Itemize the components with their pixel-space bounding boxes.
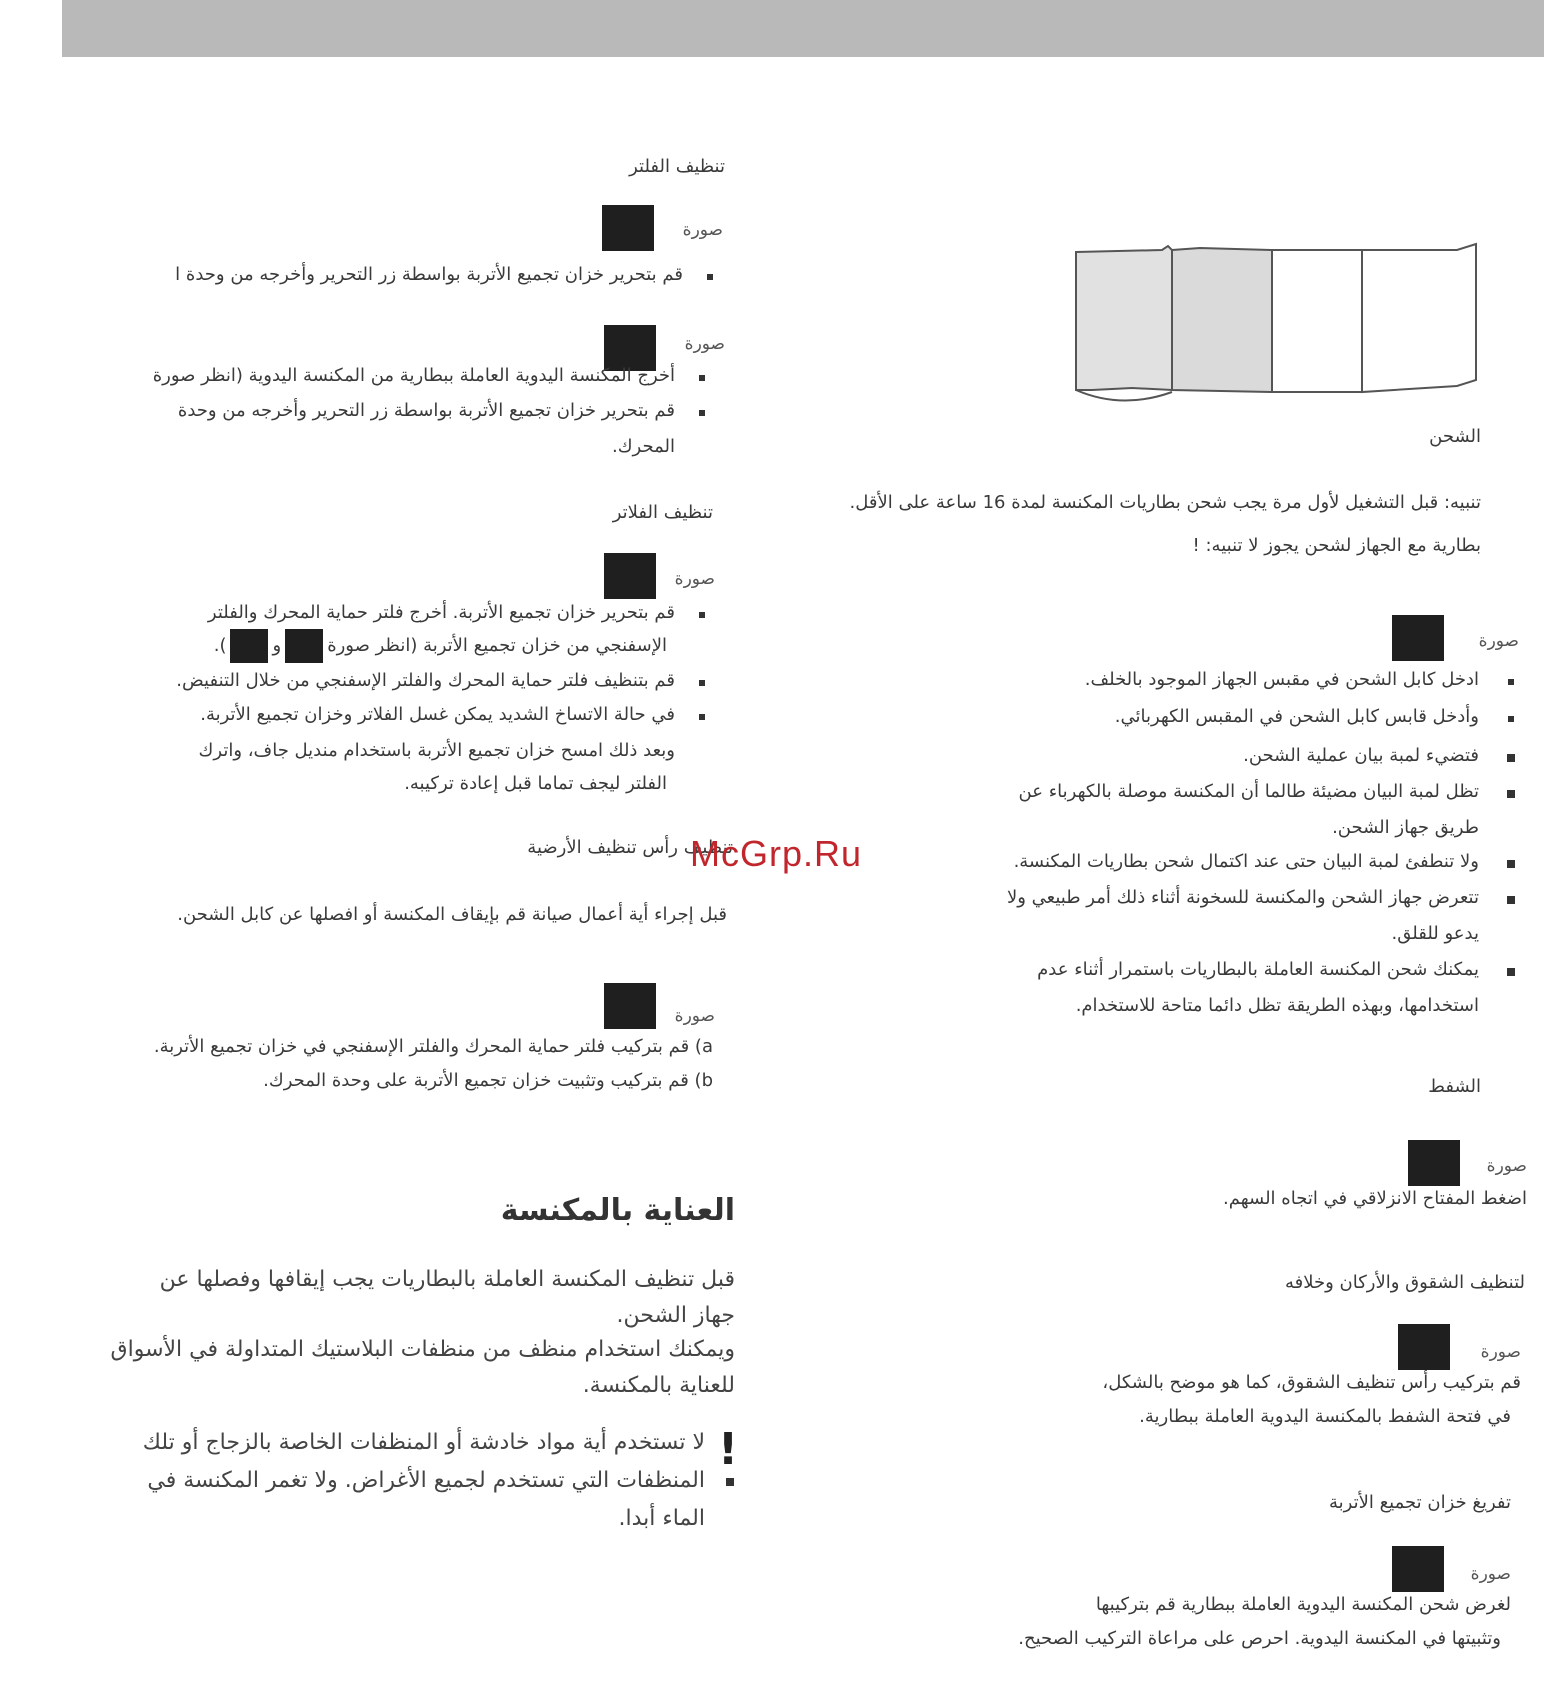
instruction-line: طريق جهاز الشحن. (1332, 817, 1479, 838)
instruction-line: المحرك. (612, 436, 675, 457)
bullet (1508, 679, 1514, 685)
text-fragment: ). (213, 635, 227, 656)
care-paragraph: جهاز الشحن. (616, 1303, 735, 1328)
instruction-line: قم بتحرير خزان تجميع الأتربة. أخرج فلتر حماية المحرك والفلتر (207, 602, 675, 623)
care-paragraph: ويمكنك استخدام منظف من منظفات البلاستيك المتداولة في الأسواق (110, 1337, 735, 1362)
section-heading-suction: الشفط (1428, 1076, 1481, 1097)
care-paragraph: للعناية بالمكنسة. (582, 1373, 735, 1398)
bullet (699, 375, 705, 381)
section-heading-charging: الشحن (1429, 426, 1481, 447)
warning-line: لا تستخدم أية مواد خادشة أو المنظفات الخاصة بالزجاج أو تلك (142, 1430, 705, 1455)
bullet (1507, 968, 1515, 976)
instruction-line: في حالة الاتساخ الشديد يمكن غسل الفلاتر وخزان تجميع الأتربة. (200, 704, 675, 725)
charger-illustration (1072, 240, 1482, 410)
bullet (699, 714, 705, 720)
text-fragment: و (272, 635, 282, 656)
instruction-line: تظل لمبة البيان مضيئة طالما أن المكنسة موصلة بالكهرباء عن (1018, 781, 1479, 802)
header-bar (62, 0, 1544, 57)
text-fragment: الإسفنجي من خزان تجميع الأتربة (انظر صورة (327, 635, 667, 656)
instruction-line: الفلتر ليجف تماما قبل إعادة تركيبه. (404, 773, 667, 794)
section-heading-empty: تفريغ خزان تجميع الأتربة (1329, 1492, 1511, 1513)
warning-icon: ! (718, 1424, 739, 1475)
instruction-line: وبعد ذلك امسح خزان تجميع الأتربة باستخدام منديل جاف، واترك (198, 740, 675, 761)
bullet (1507, 754, 1515, 762)
bullet (726, 1478, 734, 1486)
figure-label: صورة (1470, 1564, 1511, 1584)
figure-number-box (1408, 1140, 1460, 1186)
instruction-line: b) قم بتركيب وتثبيت خزان تجميع الأتربة على وحدة المحرك. (263, 1070, 713, 1091)
instruction-line: أخرج المكنسة اليدوية العاملة ببطارية من المكنسة اليدوية (انظر صورة (152, 365, 675, 386)
warning-line: الماء أبدا. (618, 1506, 705, 1531)
figure-label: صورة (682, 220, 723, 240)
figure-number-box (1398, 1324, 1450, 1370)
figure-number-box (604, 553, 656, 599)
note-line: بطارية مع الجهاز لشحن يجوز لا تنبيه: ! (1192, 535, 1481, 556)
instruction-line: تتعرض جهاز الشحن والمكنسة للسخونة أثناء ذلك أمر طبيعي ولا (1007, 887, 1479, 908)
instruction-line: قم بتحرير خزان تجميع الأتربة بواسطة زر التحرير وأخرجه من وحدة ا (175, 264, 683, 285)
figure-label: صورة (1480, 1342, 1521, 1362)
figure-number-box (1392, 615, 1444, 661)
instruction-line: استخدامها، وبهذه الطريقة تظل دائما متاحة للاستخدام. (1075, 995, 1479, 1016)
instruction-line (214, 637, 667, 663)
bullet (1508, 716, 1514, 722)
figure-label: صورة (684, 334, 725, 354)
bullet (1507, 896, 1515, 904)
bullet (707, 274, 713, 280)
bullet (699, 410, 705, 416)
instruction-line: ادخل كابل الشحن في مقبس الجهاز الموجود بالخلف. (1084, 669, 1479, 690)
instruction-line: في فتحة الشفط بالمكنسة اليدوية العاملة ببطارية. (1139, 1406, 1511, 1427)
figure-number-box (1392, 1546, 1444, 1592)
section-heading-floor-head: تنظيف رأس تنظيف الأرضية (527, 837, 733, 858)
section-heading-filter: تنظيف الفلتر (629, 156, 725, 177)
section-heading-filters: تنظيف الفلاتر (612, 502, 713, 523)
figure-number-box (285, 629, 323, 663)
instruction-line: لغرض شحن المكنسة اليدوية العاملة ببطارية قم بتركيبها (1095, 1594, 1511, 1615)
instruction-line: فتضيء لمبة بيان عملية الشحن. (1243, 745, 1479, 766)
bullet (1507, 790, 1515, 798)
care-paragraph: قبل تنظيف المكنسة العاملة بالبطاريات يجب إيقافها وفصلها عن (159, 1267, 735, 1292)
figure-number-box (602, 205, 654, 251)
instruction-line: وأدخل قابس كابل الشحن في المقبس الكهربائي. (1114, 706, 1479, 727)
bullet (699, 680, 705, 686)
figure-label: صورة (674, 569, 715, 589)
instruction-line: ولا تنطفئ لمبة البيان حتى عند اكتمال شحن بطاريات المكنسة. (1013, 851, 1479, 872)
instruction-line: اضغط المفتاح الانزلاقي في اتجاه السهم. (1223, 1188, 1527, 1209)
care-title: العناية بالمكنسة (500, 1193, 735, 1228)
section-heading-cracks: لتنظيف الشقوق والأركان وخلافه (1285, 1272, 1525, 1293)
bullet (1507, 860, 1515, 868)
figure-number-box (230, 629, 268, 663)
instruction-line: قبل إجراء أية أعمال صيانة قم بإيقاف المكنسة أو افصلها عن كابل الشحن. (177, 904, 727, 925)
bullet (699, 612, 705, 618)
figure-label: صورة (1486, 1156, 1527, 1176)
instruction-line: a) قم بتركيب فلتر حماية المحرك والفلتر الإسفنجي في خزان تجميع الأتربة. (153, 1036, 713, 1057)
instruction-line: يدعو للقلق. (1391, 923, 1479, 944)
instruction-line: قم بتركيب رأس تنظيف الشقوق، كما هو موضح بالشكل، (1102, 1372, 1521, 1393)
instruction-line: وتثبيتها في المكنسة اليدوية. احرص على مراعاة التركيب الصحيح. (1018, 1628, 1501, 1649)
note-line: تنبيه: قبل التشغيل لأول مرة يجب شحن بطاريات المكنسة لمدة 16 ساعة على الأقل. (849, 492, 1481, 513)
instruction-line: قم بتنظيف فلتر حماية المحرك والفلتر الإسفنجي من خلال التنفيض. (176, 670, 675, 691)
instruction-line: قم بتحرير خزان تجميع الأتربة بواسطة زر التحرير وأخرجه من وحدة (177, 400, 675, 421)
watermark: McGrp.Ru (690, 833, 863, 874)
instruction-line: يمكنك شحن المكنسة العاملة بالبطاريات باستمرار أثناء عدم (1037, 959, 1479, 980)
warning-line: المنظفات التي تستخدم لجميع الأغراض. ولا تغمر المكنسة في (147, 1468, 705, 1493)
figure-label: صورة (674, 1006, 715, 1026)
figure-number-box (604, 983, 656, 1029)
figure-label: صورة (1478, 631, 1519, 651)
